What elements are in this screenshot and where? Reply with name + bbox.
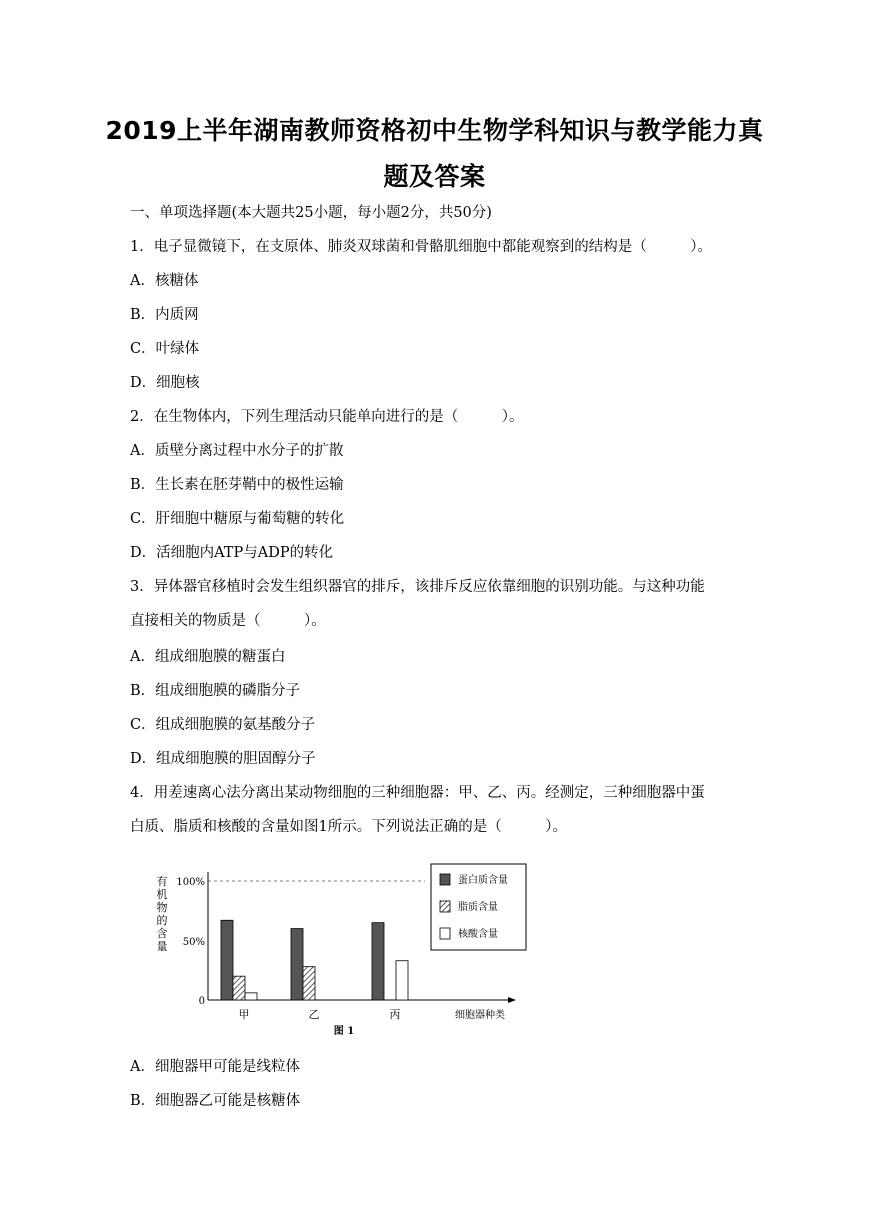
bar-lipid-2 xyxy=(303,967,315,1000)
section-heading: 一、单项选择题(本大题共25小题，每小题2分，共50分) xyxy=(130,205,492,221)
legend-label: 蛋白质含量 xyxy=(458,875,508,886)
option-c: C．组成细胞膜的氨基酸分子 xyxy=(130,717,316,733)
ylabel-char: 物 xyxy=(156,901,168,914)
page-title-continued: 题及答案 xyxy=(383,162,486,191)
question-stem: 2．在生物体内，下列生理活动只能单向进行的是（ ）。 xyxy=(130,409,524,425)
bar-protein-1 xyxy=(221,920,233,1000)
ylabel-char: 机 xyxy=(156,888,168,901)
x-axis-label: 细胞器种类 xyxy=(455,1010,505,1021)
question-stem: 1．电子显微镜下，在支原体、肺炎双球菌和骨骼肌细胞中都能观察到的结构是（ ）。 xyxy=(130,239,712,255)
ylabel-char: 含 xyxy=(156,927,168,940)
page-title: 2019上半年湖南教师资格初中生物学科知识与教学能力真 xyxy=(105,116,764,145)
option-c: C．肝细胞中糖原与葡萄糖的转化 xyxy=(130,511,345,527)
category-label: 丙 xyxy=(389,1008,401,1021)
figure-1 xyxy=(150,858,530,1043)
legend-label: 核酸含量 xyxy=(458,929,498,940)
figure-caption: 图 1 xyxy=(333,1026,355,1037)
legend-swatch-lipid xyxy=(440,901,450,912)
question-stem: 3．异体器官移植时会发生组织器官的排斥，该排斥反应依靠细胞的识别功能。与这种功能 xyxy=(130,579,705,595)
option-a: A．核糖体 xyxy=(130,273,199,289)
category-label: 甲 xyxy=(238,1008,250,1021)
ylabel-char: 量 xyxy=(156,940,168,953)
bar-nucleic-1 xyxy=(245,993,257,1000)
option-b: B．组成细胞膜的磷脂分子 xyxy=(130,683,301,699)
ytick-label: 0 xyxy=(198,996,205,1007)
question-stem-continued: 直接相关的物质是（ ）。 xyxy=(130,613,326,629)
option-a: A．组成细胞膜的糖蛋白 xyxy=(130,649,286,665)
bar-protein-2 xyxy=(291,929,303,1000)
ylabel-char: 有 xyxy=(156,875,168,888)
option-a: A．质壁分离过程中水分子的扩散 xyxy=(130,443,344,459)
option-d: D．细胞核 xyxy=(130,375,200,391)
bar-protein-3 xyxy=(372,923,384,1000)
option-d: D．活细胞内ATP与ADP的转化 xyxy=(130,545,334,561)
question-stem-continued: 白质、脂质和核酸的含量如图1所示。下列说法正确的是（ ）。 xyxy=(130,819,567,835)
ytick-label: 100% xyxy=(176,877,205,888)
x-axis-arrow xyxy=(508,997,516,1003)
bar-lipid-1 xyxy=(233,976,245,1000)
figure-1-chart xyxy=(150,858,530,1043)
option-b: B．内质网 xyxy=(130,307,199,323)
option-a: A．细胞器甲可能是线粒体 xyxy=(130,1059,300,1075)
option-d: D．组成细胞膜的胆固醇分子 xyxy=(130,751,316,767)
ylabel-char: 的 xyxy=(156,914,168,927)
question-stem: 4．用差速离心法分离出某动物细胞的三种细胞器：甲、乙、丙。经测定，三种细胞器中蛋 xyxy=(130,785,705,801)
legend-label: 脂质含量 xyxy=(458,902,498,913)
option-b: B．生长素在胚芽鞘中的极性运输 xyxy=(130,477,344,493)
option-b: B．细胞器乙可能是核糖体 xyxy=(130,1093,301,1109)
category-label: 乙 xyxy=(308,1008,320,1021)
legend-swatch-protein xyxy=(440,874,450,885)
legend-swatch-nucleic xyxy=(440,928,450,939)
ytick-label: 50% xyxy=(182,937,205,948)
bar-nucleic-3 xyxy=(396,961,408,1000)
option-c: C．叶绿体 xyxy=(130,341,200,357)
